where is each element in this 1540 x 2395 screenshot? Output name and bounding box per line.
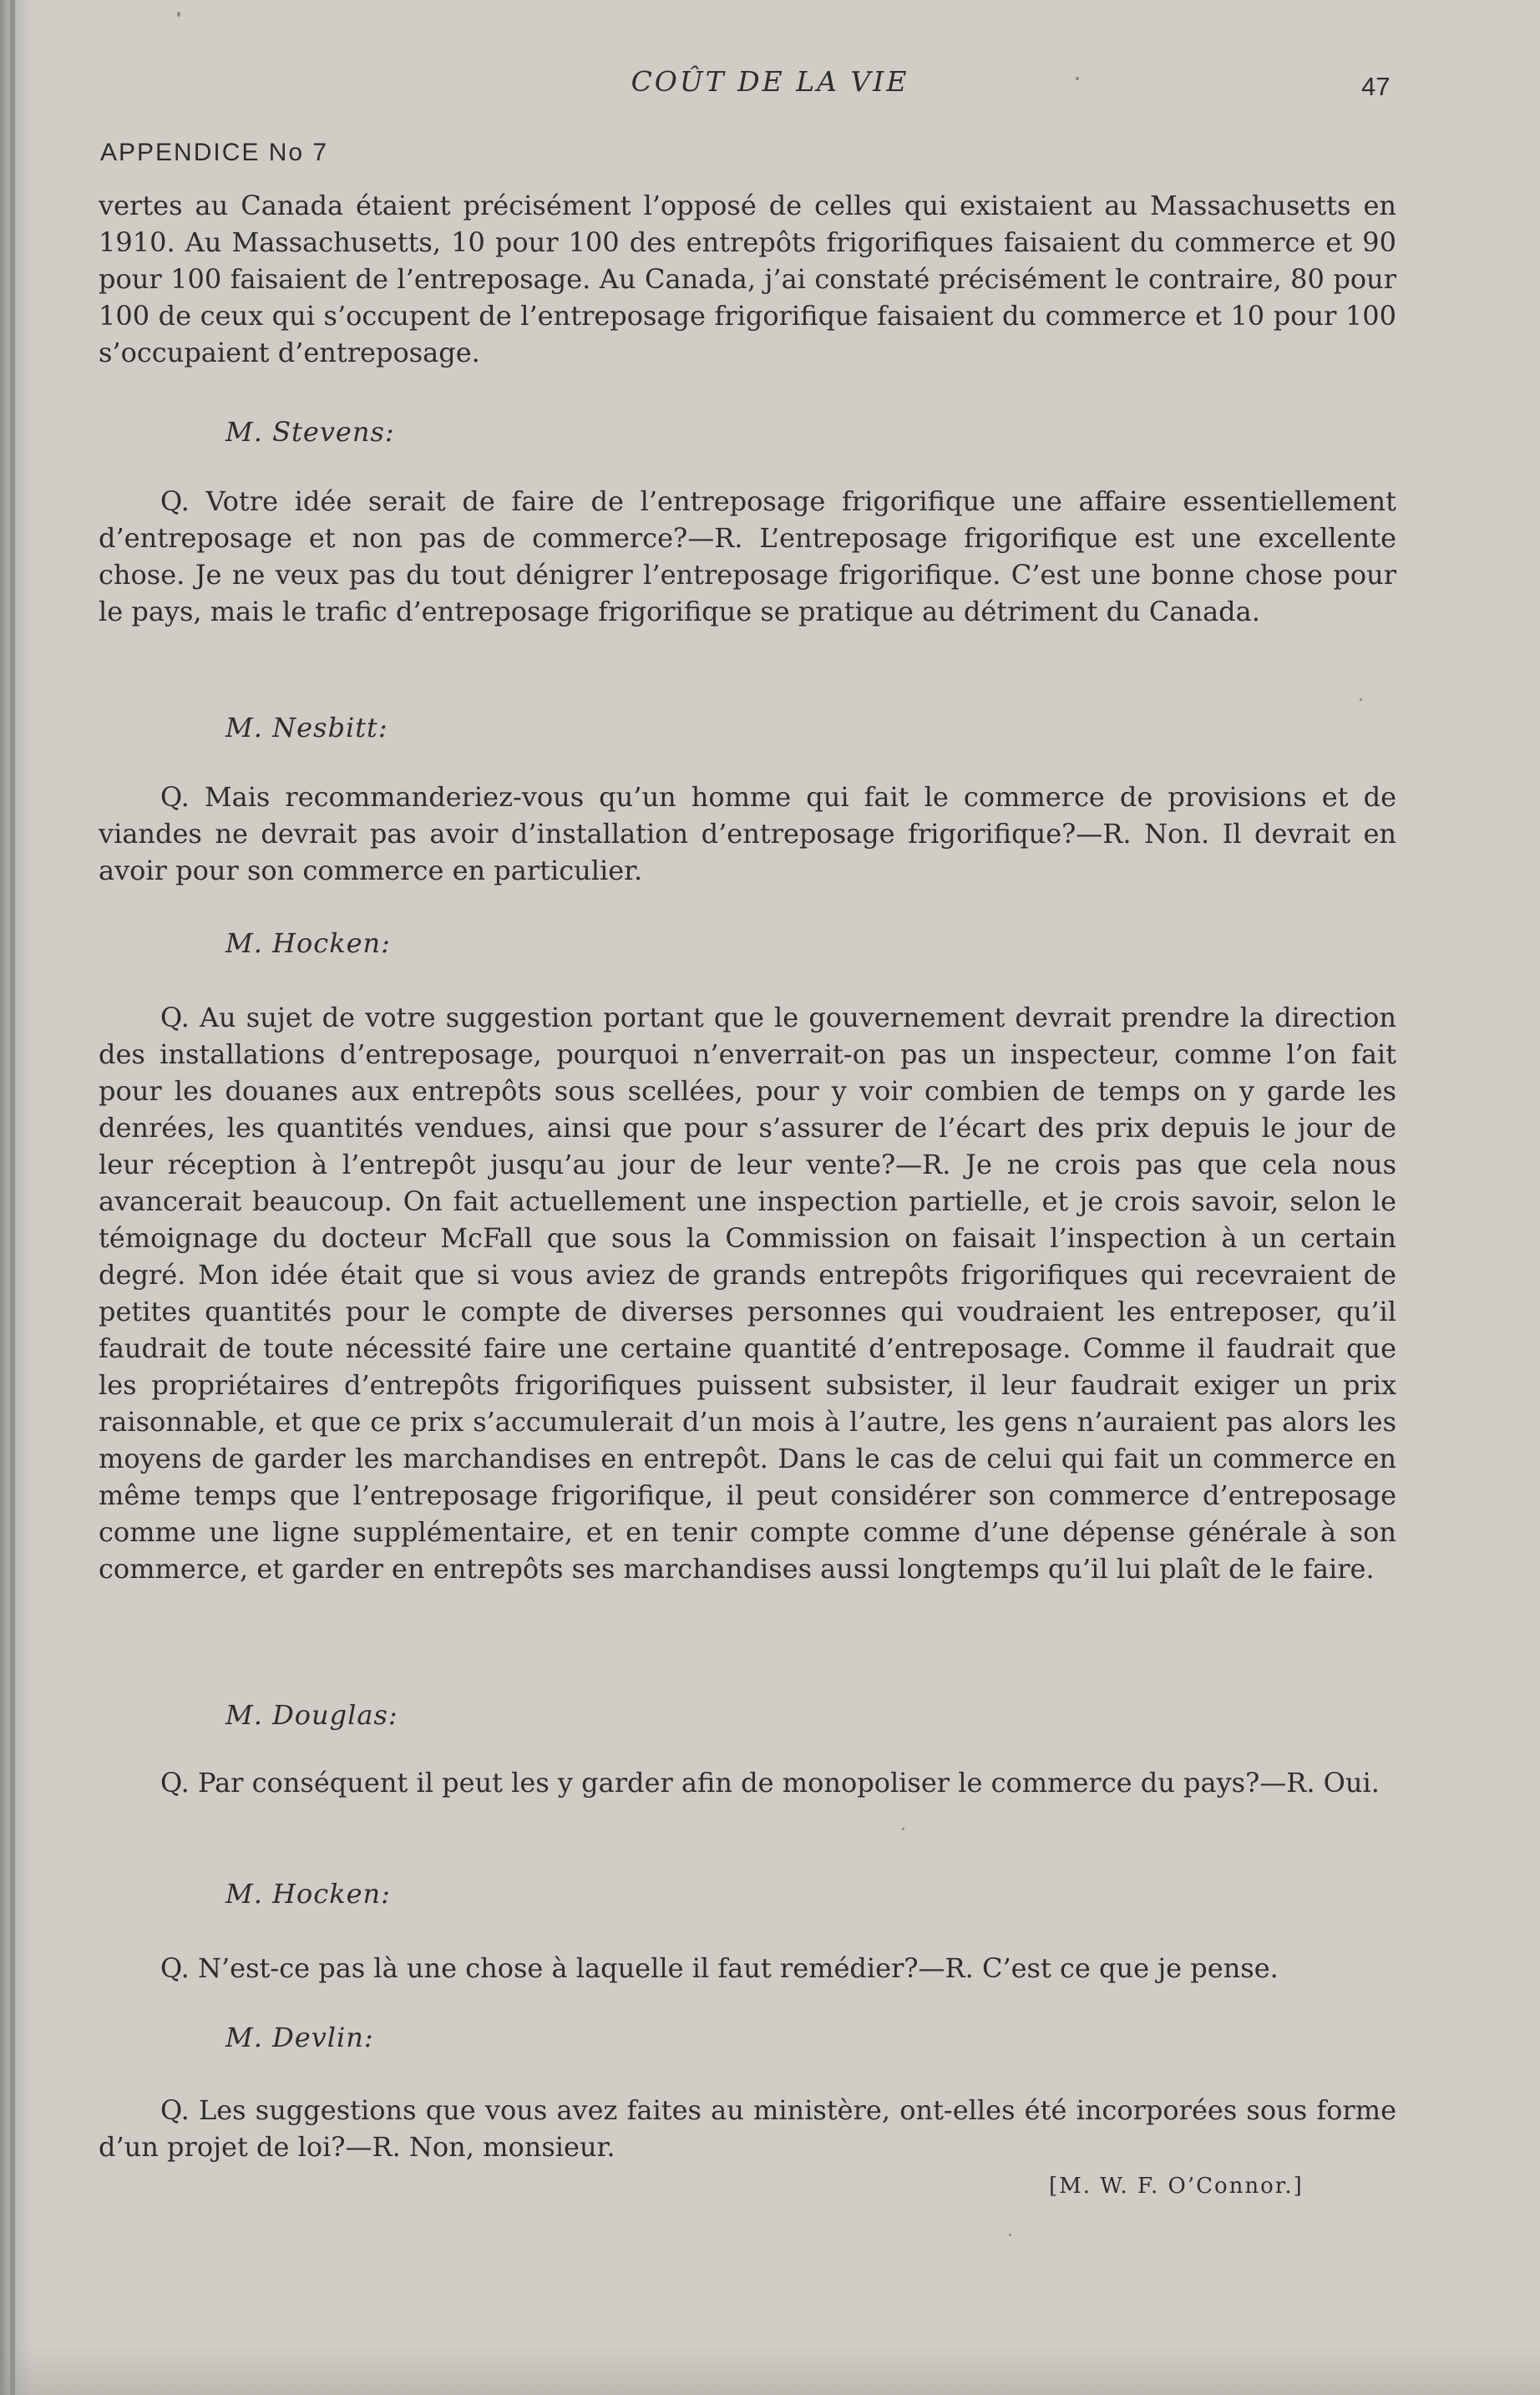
testimony-block (99, 2092, 1396, 2165)
testimony-block (99, 1764, 1396, 1801)
paper-speck (1360, 698, 1362, 701)
page-bottom-shade (0, 2345, 1540, 2395)
paper-speck (177, 12, 180, 17)
paragraph: Q. Mais recommanderiez-vous qu’un homme qui fait le commerce de provisions et de viandes ne devrait pas avoir d’installation d’entreposage frigorifique?—R. Non. Il devrait en avoir pour son commerce en particulier. (99, 781, 1396, 886)
binding-gutter (0, 0, 33, 2395)
testimony-block (99, 483, 1396, 630)
witness-attribution: [M. W. F. O’Connor.] (1049, 2174, 1304, 2199)
testimony-block (99, 999, 1396, 1587)
paragraph: Q. Les suggestions que vous avez faites au ministère, ont-elles été incorporées sous forme d’un projet de loi?—R. Non, monsieur. (99, 2094, 1396, 2163)
page-number: 47 (1361, 72, 1391, 101)
paper-speck (1076, 77, 1079, 80)
paragraph: vertes au Canada étaient précisément l’opposé de celles qui existaient au Massachusetts en 1910. Au Massachusetts, 10 pour 100 des entrepôts frigorifiques faisaient du commerce et 90 pour 100 faisaient de l’entreposage. Au Canada, j’ai constaté précisément le contraire, 80 pour 100 de ceux qui s’occupent de l’entreposage frigorifique faisaient du commerce et 10 pour 100 s’occupaient d’entreposage. (99, 190, 1396, 368)
appendix-label: APPENDICE No 7 (100, 139, 329, 166)
binding-edge (10, 0, 15, 2395)
paragraph: Q. N’est-ce pas là une chose à laquelle il faut remédier?—R. C’est ce que je pense. (160, 1952, 1279, 1984)
paper-speck (902, 1828, 904, 1830)
paragraph: Q. Votre idée serait de faire de l’entreposage frigorifique une affaire essentiellement d’entreposage et non pas de commerce?—R. L’entreposage frigorifique est une excellente chose. Je ne veux pas du tout dénigrer l’entreposage frigorifique. C’est une bonne chose pour le pays, mais le trafic d’entreposage frigorifique se pratique au détriment du Canada. (99, 485, 1396, 627)
speaker-label: M. Devlin: (225, 2022, 374, 2053)
speaker-label: M. Nesbitt: (225, 712, 388, 743)
testimony-block (99, 1950, 1396, 1987)
speaker-label: M. Hocken: (225, 927, 391, 959)
testimony-block (99, 779, 1396, 889)
speaker-label: M. Hocken: (225, 1878, 391, 1910)
speaker-label: M. Douglas: (225, 1699, 398, 1731)
paragraph: Q. Au sujet de votre suggestion portant que le gouvernement devrait prendre la direction des installations d’entreposage, pourquoi n’enverrait-on pas un inspecteur, comme l’on fait pour les douanes aux entrepôts sous scellées, pour y voir combien de temps on y garde les denrées, les quantités vendues, ainsi que pour s’assurer de l’écart des prix depuis le jour de leur réception à l’entrepôt jusqu’au jour de leur vente?—R. Je ne crois pas que cela nous avancerait beaucoup. On fait actuellement une inspection partielle, et je crois savoir, selon le témoignage du docteur McFall que sous la Commission on faisait l’inspection à un certain degré. Mon idée était que si vous aviez de grands entrepôts frigorifiques qui recevraient de petites quantités pour le compte de diverses personnes qui voudraient les entreposer, qu’il faudrait de toute nécessité faire une certaine quantité d’entreposage. Comme il faudrait que les propriétaires d’entrepôts frigorifiques puissent subsister, il leur faudrait exiger un prix raisonnable, et que ce prix s’accumulerait d’un mois à l’autre, les gens n’auraient pas alors les moyens de garder les marchandises en entrepôt. Dans le cas de celui qui fait un commerce en même temps que l’entreposage frigorifique, il peut considérer son commerce d’entreposage comme une ligne supplémentaire, et en tenir compte comme d’une dépense générale à son commerce, et garder en entrepôts ses marchandises aussi longtemps qu’il lui plaît de le faire. (99, 1002, 1396, 1585)
paragraph: Q. Par conséquent il peut les y garder afin de monopoliser le commerce du pays?—R. Oui. (160, 1767, 1380, 1799)
speaker-label: M. Stevens: (225, 416, 395, 448)
paragraph-continuation (99, 187, 1396, 371)
paper-speck (1009, 2234, 1011, 2236)
running-title: COÛT DE LA VIE (631, 65, 909, 98)
